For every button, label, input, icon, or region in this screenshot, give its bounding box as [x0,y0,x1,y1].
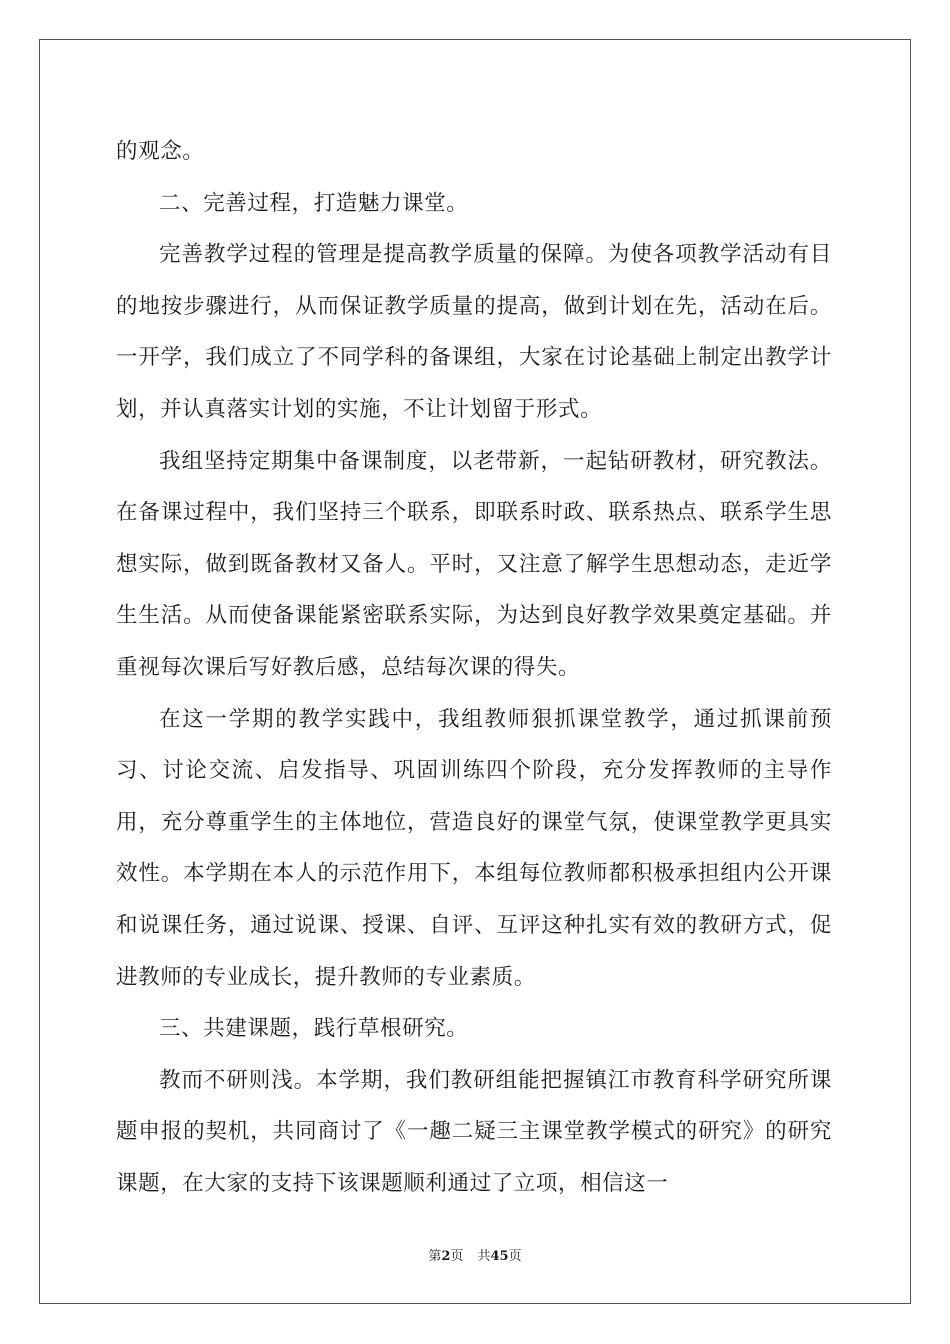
paragraph: 的观念。 [116,139,205,164]
page-prefix: 第 [428,1249,442,1264]
total-pages: 45 [490,1249,509,1264]
section-heading: 三、共建课题，践行草根研究。 [159,1016,469,1042]
page-footer [0,1248,950,1266]
paragraph: 教而不研则浅。本学期，我们教研组能把握镇江市教育科学研究所课题申报的契机，共同商讨了《一趣二疑三主课堂教学模式的研究》的研究课题，在大家的支持下该课题顺利通过了立项，相信这一 [116,1067,832,1196]
page-suffix: 页 [450,1249,464,1264]
total-prefix: 共 [477,1249,491,1264]
paragraph: 完善教学过程的管理是提高教学质量的保障。为使各项教学活动有目的地按步骤进行，从而保证教学质量的提高，做到计划在先，活动在后。一开学，我们成立了不同学科的备课组，大家在讨论基础上制定出教学计划，并认真落实计划的实施，不让计划留于形式。 [116,242,832,422]
page-number: 2 [441,1249,451,1264]
total-suffix: 页 [508,1249,522,1264]
document-body [116,126,832,1209]
paragraph: 在这一学期的教学实践中，我组教师狠抓课堂教学，通过抓课前预习、讨论交流、启发指导、巩固训练四个阶段，充分发挥教师的主导作用，充分尊重学生的主体地位，营造良好的课堂气氛，使课堂教学更具实效性。本学期在本人的示范作用下，本组每位教师都积极承担组内公开课和说课任务，通过说课、授课、自评、互评这种扎实有效的教研方式，促进教师的专业成长，提升教师的专业素质。 [116,706,832,990]
paragraph: 我组坚持定期集中备课制度，以老带新，一起钻研教材，研究教法。在备课过程中，我们坚持三个联系，即联系时政、联系热点、联系学生思想实际，做到既备教材又备人。平时，又注意了解学生思想动态，走近学生生活。从而使备课能紧密联系实际，为达到良好教学效果奠定基础。并重视每次课后写好教后感，总结每次课的得失。 [116,448,832,680]
section-heading: 二、完善过程，打造魅力课堂。 [159,190,469,216]
